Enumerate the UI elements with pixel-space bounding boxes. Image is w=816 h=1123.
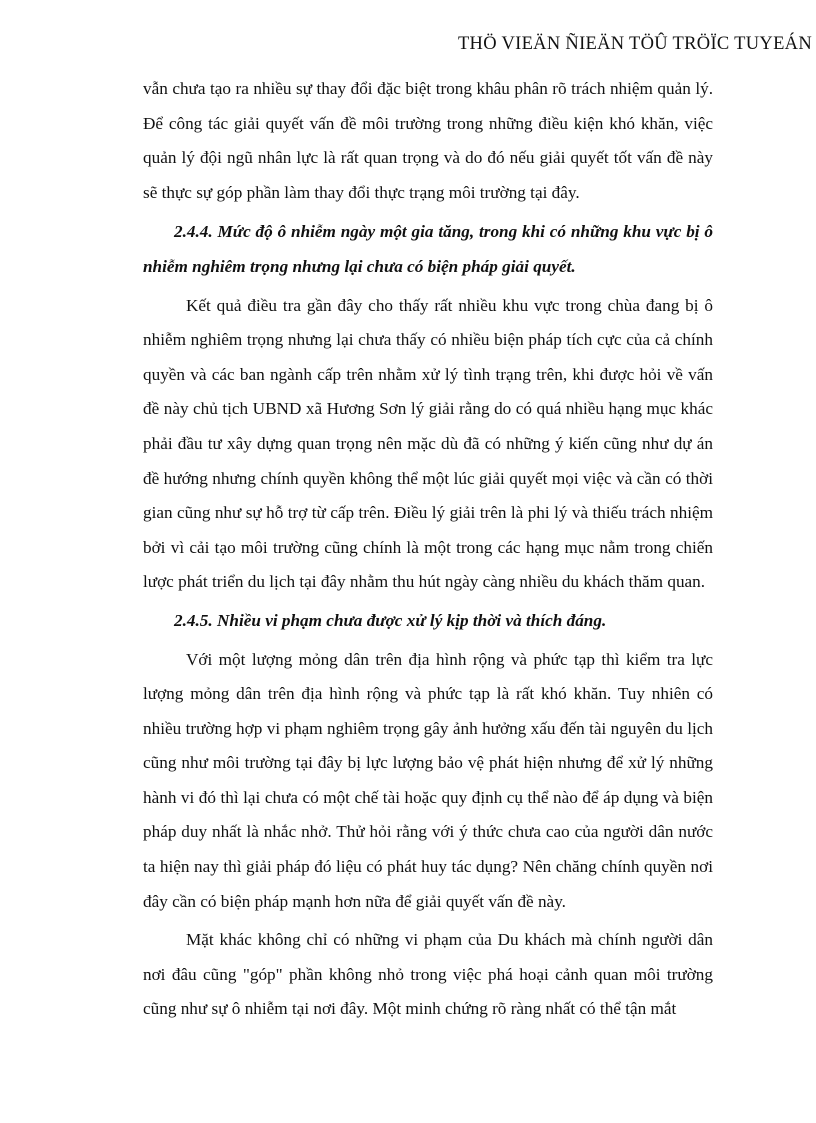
running-header: THÖ VIEÄN ÑIEÄN TÖÛ TRÖÏC TUYEÁN — [457, 34, 812, 54]
body-text — [143, 72, 713, 1027]
paragraph-residents: Mặt khác không chỉ có những vi phạm của Du khách mà chính người dân nơi đâu cũng "góp" phần không nhỏ trong việc phá hoại cảnh quan môi trường cũng như sự ô nhiễm tại nơi đây. Một minh chứng rõ ràng nhất có thể tận mắt — [143, 930, 713, 1019]
paragraph-violations: Với một lượng mỏng dân trên địa hình rộng và phức tạp thì kiểm tra lực lượng mỏng dân trên địa hình rộng và phức tạp là rất khó khăn. Tuy nhiên có nhiều trường hợp vi phạm nghiêm trọng gây ảnh hưởng xấu đến tài nguyên du lịch cũng như môi trường tại đây bị lực lượng bảo vệ phát hiện nhưng để xử lý những hành vi đó thì lại chưa có một chế tài hoặc quy định cụ thể nào để áp dụng và biện pháp duy nhất là nhắc nhở. Thử hỏi rằng với ý thức chưa cao của người dân nước ta hiện nay thì giải pháp đó liệu có phát huy tác dụng? Nên chăng chính quyền nơi đây cần có biện pháp mạnh hơn nữa để giải quyết vấn đề này. — [143, 649, 713, 911]
section-heading-2-4-4: 2.4.4. Mức độ ô nhiễm ngày một gia tăng, trong khi có những khu vực bị ô nhiễm nghiêm trọng nhưng lại chưa có biện pháp giải quyết. — [143, 222, 713, 276]
paragraph-continuation: vẫn chưa tạo ra nhiều sự thay đổi đặc biệt trong khâu phân rõ trách nhiệm quản lý. Để công tác giải quyết vấn đề môi trường trong những điều kiện khó khăn, việc quản lý đội ngũ nhân lực là rất quan trọng và do đó nếu giải quyết tốt vấn đề này sẽ thực sự góp phần làm thay đổi thực trạng môi trường tại đây. — [143, 79, 713, 202]
paragraph-gap — [143, 210, 713, 214]
section-heading-2-4-5: 2.4.5. Nhiều vi phạm chưa được xử lý kịp thời và thích đáng. — [174, 610, 607, 630]
paragraph-pollution-survey: Kết quả điều tra gần đây cho thấy rất nhiều khu vực trong chùa đang bị ô nhiễm nghiêm trọng nhưng lại chưa thấy có nhiều biện pháp tích cực của cả chính quyền và các ban ngành cấp trên nhằm xử lý tình trạng trên, khi được hỏi về vấn đề này chủ tịch UBND xã Hương Sơn lý giải rằng do có quá nhiều hạng mục khác phải đầu tư xây dựng quan trọng nên mặc dù đã có những ý kiến cũng như dự án đề hướng nhưng chính quyền không thể một lúc giải quyết mọi việc và cần có thời gian cũng như sự hỗ trợ từ cấp trên. Điều lý giải trên là phi lý và thiếu trách nhiệm bởi vì cải tạo môi trường cũng chính là một trong các hạng mục nằm trong chiến lược phát triển du lịch tại đây nhằm thu hút ngày càng nhiều du khách thăm quan. — [143, 295, 713, 592]
